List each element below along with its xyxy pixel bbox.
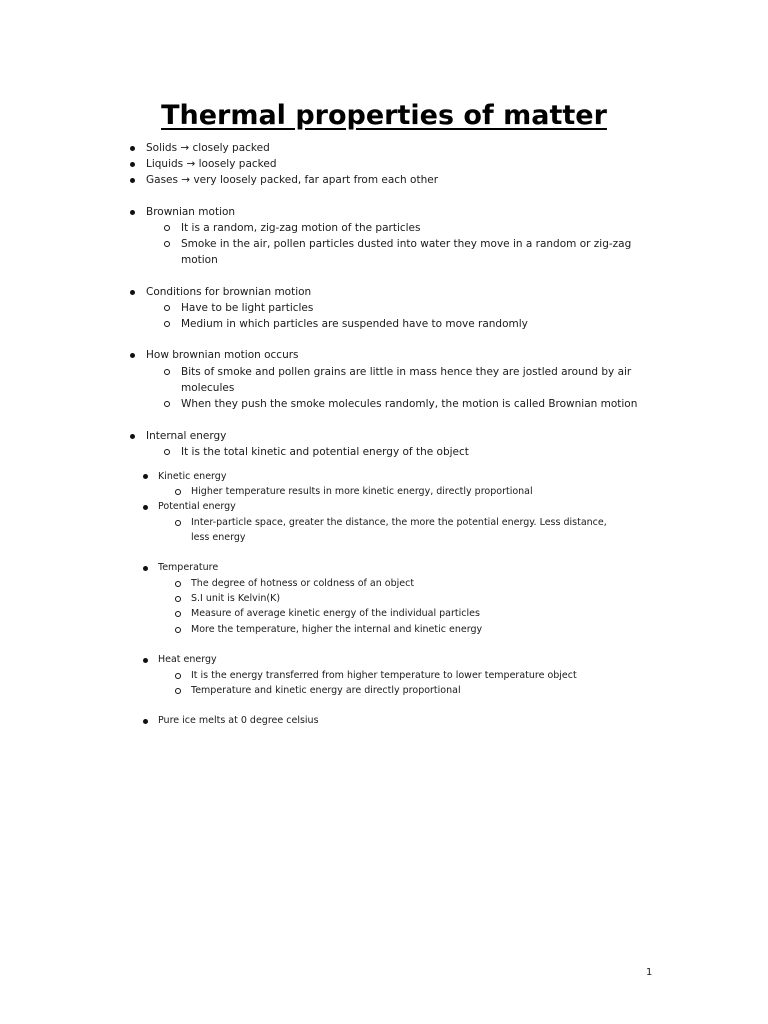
sub-item: Measure of average kinetic energy of the individual particles: [191, 608, 480, 619]
sub-item: The degree of hotness or coldness of an object: [191, 578, 415, 589]
sub-item-continuation: motion: [181, 254, 218, 266]
bullet-icon: [130, 353, 135, 358]
circle-bullet-icon: [164, 321, 170, 327]
circle-bullet-icon: [175, 688, 181, 694]
circle-bullet-icon: [164, 401, 170, 407]
bullet-icon: [130, 210, 135, 215]
section-heading: Potential energy: [158, 501, 236, 512]
circle-bullet-icon: [175, 581, 181, 587]
sub-item: Higher temperature results in more kinetic energy, directly proportional: [191, 486, 533, 497]
bullet-icon: [130, 290, 135, 295]
list-item: Pure ice melts at 0 degree celsius: [158, 715, 319, 726]
circle-bullet-icon: [175, 627, 181, 633]
list-item: Gases → very loosely packed, far apart from each other: [146, 174, 439, 186]
list-item: Solids → closely packed: [146, 142, 270, 154]
section-heading: Conditions for brownian motion: [146, 286, 312, 298]
section-heading: Brownian motion: [146, 206, 236, 218]
sub-item: It is the energy transferred from higher temperature to lower temperature object: [191, 670, 577, 681]
sub-item: Have to be light particles: [181, 302, 314, 314]
bullet-icon: [143, 505, 148, 510]
sub-item: Bits of smoke and pollen grains are little in mass hence they are jostled around by air: [181, 366, 632, 378]
sub-item: Medium in which particles are suspended have to move randomly: [181, 318, 528, 330]
sub-item: When they push the smoke molecules randomly, the motion is called Brownian motion: [181, 398, 638, 410]
sub-item: S.I unit is Kelvin(K): [191, 593, 281, 604]
bullet-icon: [143, 658, 148, 663]
bullet-icon: [130, 146, 135, 151]
page-title: Thermal properties of matter: [161, 100, 607, 131]
circle-bullet-icon: [164, 225, 170, 231]
sub-item: It is the total kinetic and potential energy of the object: [181, 446, 469, 458]
sub-item: Inter-particle space, greater the distance, the more the potential energy. Less distance,: [191, 517, 607, 528]
bullet-icon: [143, 566, 148, 571]
circle-bullet-icon: [175, 673, 181, 679]
sub-item: Smoke in the air, pollen particles dusted into water they move in a random or zig-zag: [181, 238, 632, 250]
bullet-icon: [143, 474, 148, 479]
bullet-icon: [130, 434, 135, 439]
bullet-icon: [143, 719, 148, 724]
circle-bullet-icon: [164, 241, 170, 247]
sub-item: More the temperature, higher the internal and kinetic energy: [191, 624, 483, 635]
list-item: Liquids → loosely packed: [146, 158, 277, 170]
section-heading: Heat energy: [158, 654, 217, 665]
bullet-icon: [130, 178, 135, 183]
circle-bullet-icon: [164, 305, 170, 311]
sub-item-continuation: molecules: [181, 382, 235, 394]
circle-bullet-icon: [175, 596, 181, 602]
section-heading: How brownian motion occurs: [146, 349, 299, 361]
circle-bullet-icon: [175, 520, 181, 526]
sub-item: It is a random, zig-zag motion of the particles: [181, 222, 421, 234]
sub-item-continuation: less energy: [191, 532, 246, 543]
circle-bullet-icon: [164, 449, 170, 455]
sub-item: Temperature and kinetic energy are directly proportional: [191, 685, 461, 696]
section-heading: Internal energy: [146, 430, 227, 442]
circle-bullet-icon: [175, 489, 181, 495]
bullet-icon: [130, 162, 135, 167]
page-number: 1: [646, 967, 653, 978]
circle-bullet-icon: [175, 611, 181, 617]
circle-bullet-icon: [164, 369, 170, 375]
section-heading: Temperature: [158, 562, 219, 573]
section-heading: Kinetic energy: [158, 471, 227, 482]
